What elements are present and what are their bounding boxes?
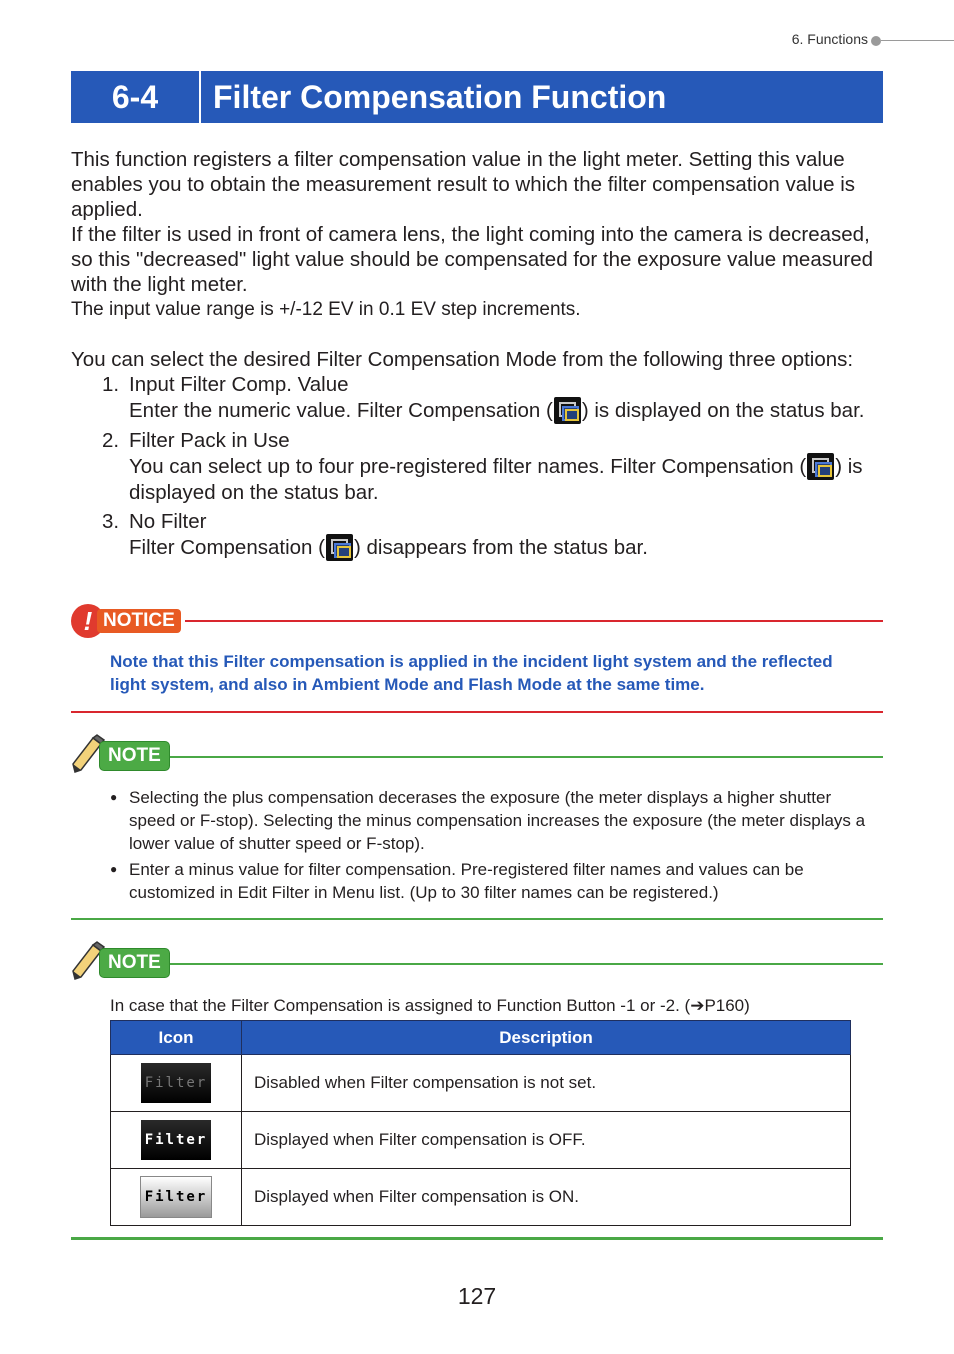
intro-paragraph-2: If the filter is used in front of camera lens, the light coming into the camera is decreased, so this "decreased" light value should be compensated for the exposure value measured with the light meter. (71, 223, 874, 296)
filter-compensation-icon (554, 397, 581, 424)
note-bullets (110, 786, 870, 904)
note-label: NOTE (99, 741, 170, 771)
list-item: ● Enter a minus value for filter compensation. Pre-registered filter names and values can be customized in Edit Filter in Menu list. (Up to 30 filter names can be registered.) (110, 858, 870, 904)
filter-compensation-icon (807, 453, 834, 480)
table-row (111, 1055, 851, 1112)
note-bottom-rule (71, 918, 883, 920)
notice-bottom-rule (71, 711, 883, 713)
filter-compensation-icon (326, 534, 353, 561)
notice-top-rule (185, 620, 883, 622)
list-number: 2. (102, 429, 120, 452)
section-title-bar (71, 71, 883, 123)
list-number: 3. (102, 510, 120, 533)
note-text: In case that the Filter Compensation is assigned to Function Button -1 or -2. (➔P160) (110, 996, 750, 1015)
notice-label: NOTICE (97, 609, 181, 633)
arrow-right-icon: ➔ (690, 996, 705, 1015)
breadcrumb: 6. Functions (791, 31, 868, 47)
table-row (111, 1112, 851, 1169)
filter-on-icon: Filter (140, 1176, 212, 1218)
option-desc: You can select up to four pre-registered filter names. Filter Compensation ( ) is displayed on the status bar. (129, 455, 863, 504)
breadcrumb-dot (871, 36, 881, 46)
icon-cell (111, 1112, 242, 1169)
intro-paragraph-1: This function registers a filter compensation value in the light meter. Setting this value enables you to obtain the measurement result to which the filter compensation value is applied. (71, 148, 855, 221)
table-header-row (111, 1021, 851, 1055)
notice-text: Note that this Filter compensation is applied in the incident light system and the reflected light system, and also in Ambient Mode and Flash Mode at the same time. (110, 652, 833, 694)
section-number: 6-4 (111, 79, 159, 115)
list-number: 1. (102, 373, 120, 396)
option-desc: Enter the numeric value. Filter Compensation ( ) is displayed on the status bar. (129, 399, 865, 422)
note-label: NOTE (99, 948, 170, 978)
column-header-icon: Icon (111, 1021, 242, 1055)
page-number: 127 (457, 1283, 497, 1309)
description-cell: Disabled when Filter compensation is not set. (242, 1055, 851, 1112)
icon-table (110, 1020, 851, 1226)
column-header-description: Description (242, 1021, 851, 1055)
intro-paragraph-3: The input value range is +/-12 EV in 0.1 EV step increments. (71, 299, 581, 320)
icon-cell (111, 1055, 242, 1112)
note-top-rule (170, 756, 883, 758)
note-top-rule (170, 963, 883, 965)
page-reference-link[interactable]: P160) (704, 996, 750, 1015)
option-title: No Filter (129, 510, 207, 533)
list-item: ● Selecting the plus compensation decerases the exposure (the meter displays a higher shutter speed or F-stop). Selecting the minus compensation increases the exposure (the meter displays a lower value of shutter speed or F-stop). (110, 786, 870, 855)
option-desc: Filter Compensation ( ) disappears from the status bar. (129, 536, 648, 559)
description-cell: Displayed when Filter compensation is OFF. (242, 1112, 851, 1169)
page-title: Filter Compensation Function (213, 79, 667, 115)
description-cell: Displayed when Filter compensation is ON. (242, 1169, 851, 1226)
section-end-rule (71, 1237, 883, 1240)
title-divider (199, 71, 201, 123)
exclamation-icon: ! (71, 604, 105, 638)
option-title: Filter Pack in Use (129, 429, 290, 452)
table-row (111, 1169, 851, 1226)
filter-off-icon: Filter (141, 1120, 211, 1160)
option-title: Input Filter Comp. Value (129, 373, 349, 396)
icon-cell (111, 1169, 242, 1226)
breadcrumb-rule (881, 40, 954, 41)
filter-disabled-icon: Filter (141, 1063, 211, 1103)
intro-paragraph-4: You can select the desired Filter Compensation Mode from the following three options: (71, 348, 854, 371)
